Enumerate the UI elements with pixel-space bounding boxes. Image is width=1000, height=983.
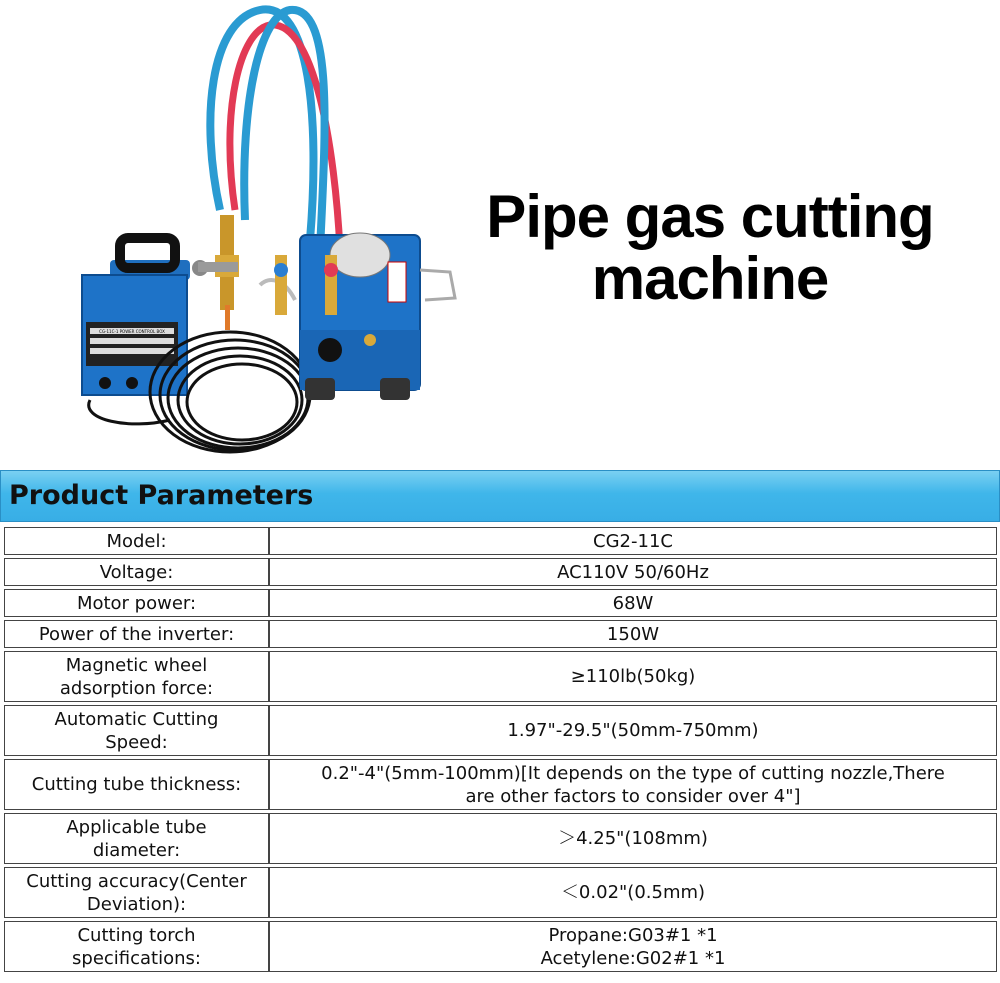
param-label: Motor power: — [4, 589, 269, 617]
parameters-table — [4, 524, 997, 975]
table-row — [4, 867, 997, 918]
param-value: ＞4.25"(108mm) — [269, 813, 997, 864]
param-label: Cutting accuracy(Center Deviation): — [4, 867, 269, 918]
param-label: Applicable tube diameter: — [4, 813, 269, 864]
param-label: Magnetic wheel adsorption force: — [4, 651, 269, 702]
table-row — [4, 705, 997, 756]
param-value: 150W — [269, 620, 997, 648]
param-value: 0.2"-4"(5mm-100mm)[It depends on the type of cutting nozzle,There are other factors to consider over 4"] — [269, 759, 997, 810]
table-row — [4, 921, 997, 972]
table-row — [4, 527, 997, 555]
param-value: ≥110lb(50kg) — [269, 651, 997, 702]
parameters-header — [0, 470, 1000, 522]
hero-section — [0, 0, 1000, 470]
param-label: Voltage: — [4, 558, 269, 586]
product-photo — [70, 0, 470, 470]
param-label: Automatic Cutting Speed: — [4, 705, 269, 756]
table-row — [4, 759, 997, 810]
table-row — [4, 813, 997, 864]
table-row — [4, 589, 997, 617]
table-row — [4, 651, 997, 702]
table-row — [4, 558, 997, 586]
product-parameters-section — [0, 470, 1000, 983]
param-value: 68W — [269, 589, 997, 617]
param-value: ＜0.02"(0.5mm) — [269, 867, 997, 918]
param-value: AC110V 50/60Hz — [269, 558, 997, 586]
param-label: Cutting tube thickness: — [4, 759, 269, 810]
product-title: Pipe gas cutting machine — [486, 183, 934, 312]
param-label: Cutting torch specifications: — [4, 921, 269, 972]
param-value: 1.97"-29.5"(50mm-750mm) — [269, 705, 997, 756]
param-label: Power of the inverter: — [4, 620, 269, 648]
table-row — [4, 620, 997, 648]
param-value: Propane:G03#1 *1 Acetylene:G02#1 *1 — [269, 921, 997, 972]
param-label: Model: — [4, 527, 269, 555]
param-value: CG2-11C — [269, 527, 997, 555]
parameters-heading: Product Parameters — [9, 480, 314, 511]
panel-label: CG-11C-1 POWER CONTROL BOX — [99, 329, 165, 334]
power-control-box — [82, 238, 190, 395]
